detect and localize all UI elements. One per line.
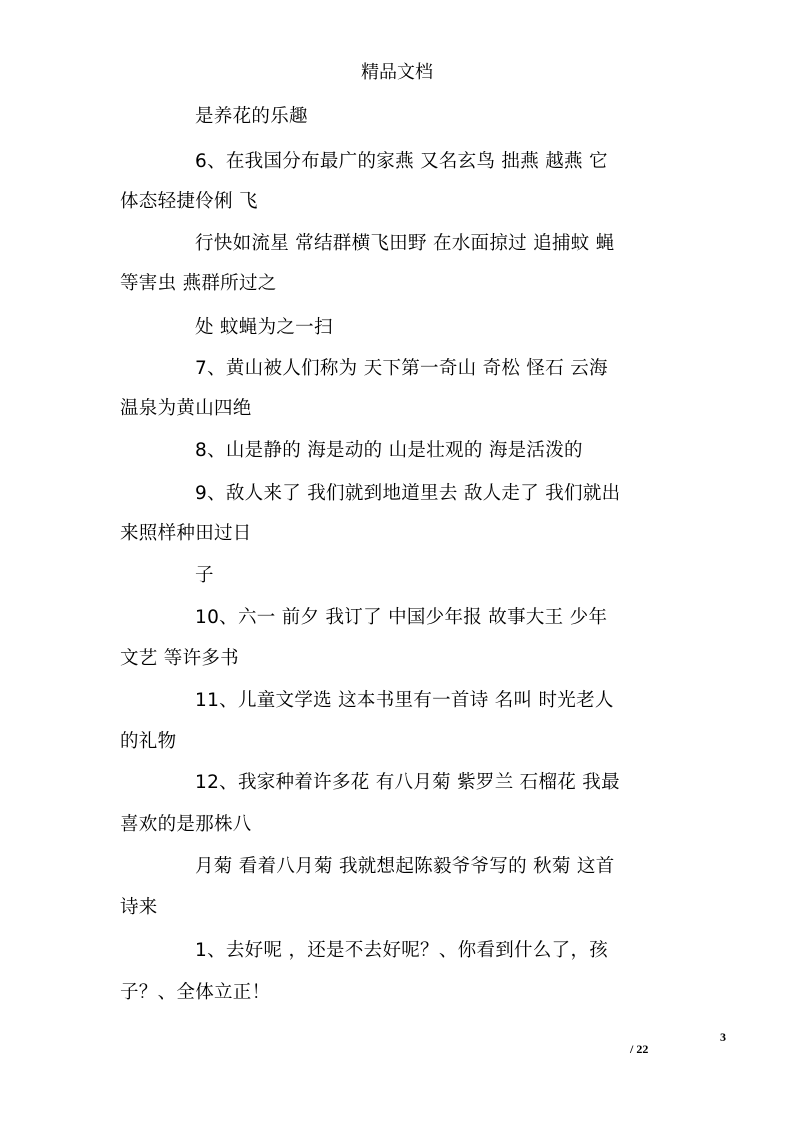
text-line: 10、六一 前夕 我订了 中国少年报 故事大王 少年: [195, 607, 608, 628]
page-number: 3: [720, 1030, 726, 1044]
text-line: 的礼物: [120, 731, 177, 752]
text-line: 6、在我国分布最广的家燕 又名玄鸟 拙燕 越燕 它: [195, 151, 608, 172]
text-line: 体态轻捷伶俐 飞: [120, 191, 258, 212]
text-line: 1、去好呢 ，还是不去好呢？、你看到什么了，孩: [195, 940, 609, 961]
text-line: 11、儿童文学选 这本书里有一首诗 名叫 时光老人: [195, 690, 614, 711]
text-line: 是养花的乐趣: [195, 106, 308, 127]
text-line: 文艺 等许多书: [120, 648, 239, 669]
text-line: 诗来: [120, 897, 158, 918]
text-line: 8、山是静的 海是动的 山是壮观的 海是活泼的: [195, 440, 583, 461]
text-line: 等害虫 燕群所过之: [120, 273, 277, 294]
text-line: 子？、全体立正！: [120, 982, 271, 1003]
text-line: 喜欢的是那株八: [120, 814, 252, 835]
text-line: 12、我家种着许多花 有八月菊 紫罗兰 石榴花 我最: [195, 772, 620, 793]
page-header-title: 精品文档: [361, 62, 433, 83]
text-line: 子: [195, 565, 214, 586]
page-total: / 22: [630, 1042, 649, 1056]
text-line: 温泉为黄山四绝: [120, 398, 252, 419]
text-line: 来照样种田过日: [120, 523, 252, 544]
text-line: 行快如流星 常结群横飞田野 在水面掠过 追捕蚊 蝇: [195, 233, 615, 254]
text-line: 9、敌人来了 我们就到地道里去 敌人走了 我们就出: [195, 483, 621, 504]
text-line: 处 蚊蝇为之一扫: [195, 317, 333, 338]
text-line: 7、黄山被人们称为 天下第一奇山 奇松 怪石 云海: [195, 358, 608, 379]
text-line: 月菊 看着八月菊 我就想起陈毅爷爷写的 秋菊 这首: [195, 856, 615, 877]
